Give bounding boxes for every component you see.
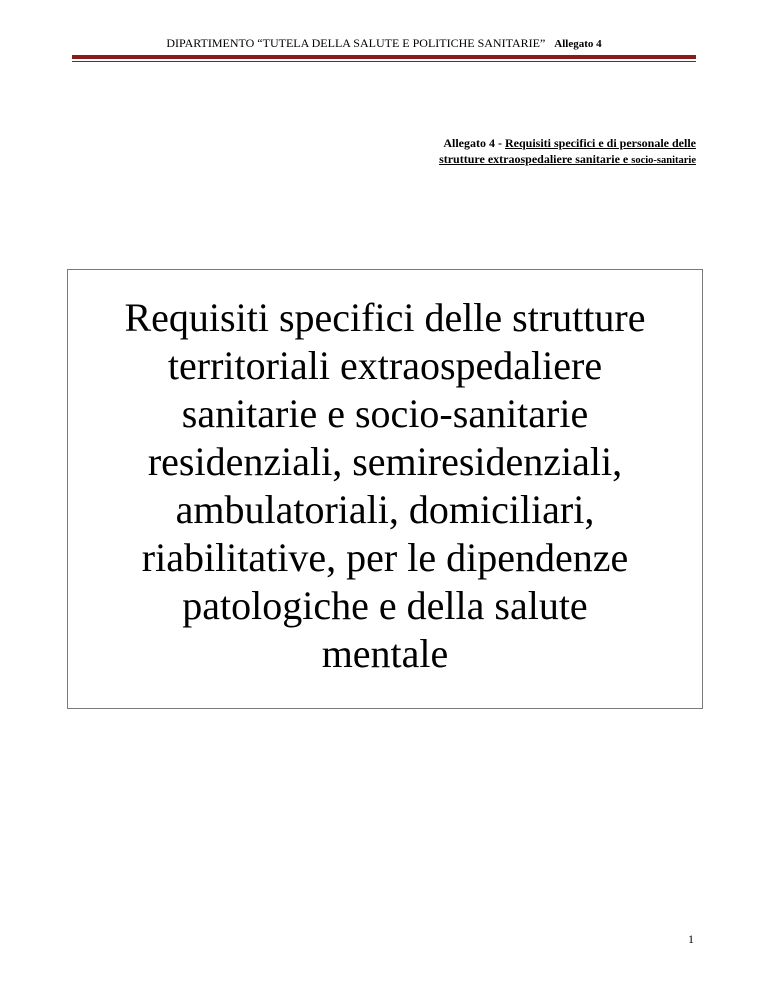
annex-heading-prefix: Allegato 4 - — [443, 136, 505, 150]
annex-heading — [276, 135, 696, 169]
title-box — [67, 269, 703, 709]
running-header — [72, 36, 696, 51]
annex-tag: Allegato 4 — [554, 38, 602, 50]
annex-heading-title-part-1: Requisiti specifici e di personale delle — [505, 136, 696, 150]
title-line: ambulatoriali, domiciliari, — [175, 487, 595, 532]
annex-heading-title-part-2: strutture extraospedaliere sanitarie e — [439, 152, 632, 166]
title-line: riabilitative, per le dipendenze — [141, 535, 629, 580]
title-line: patologiche e della salute — [182, 583, 588, 628]
title-line: mentale — [321, 631, 449, 676]
document-title — [115, 294, 656, 678]
annex-heading-title-part-3: socio-sanitarie — [631, 155, 696, 166]
header-rule-thin — [72, 61, 696, 62]
title-line: residenziali, semiresidenziali, — [147, 439, 623, 484]
page-number: 1 — [688, 932, 694, 946]
title-line: sanitarie e socio-sanitarie — [181, 391, 589, 436]
annex-heading-line-1 — [276, 135, 696, 151]
title-line: Requisiti specifici delle strutture — [124, 295, 646, 340]
annex-heading-line-2 — [276, 151, 696, 169]
department-name: DIPARTIMENTO “TUTELA DELLA SALUTE E POLITICHE SANITARIE” — [166, 36, 546, 50]
title-line: territoriali extraospedaliere — [167, 343, 603, 388]
header-rule-thick — [72, 55, 696, 59]
